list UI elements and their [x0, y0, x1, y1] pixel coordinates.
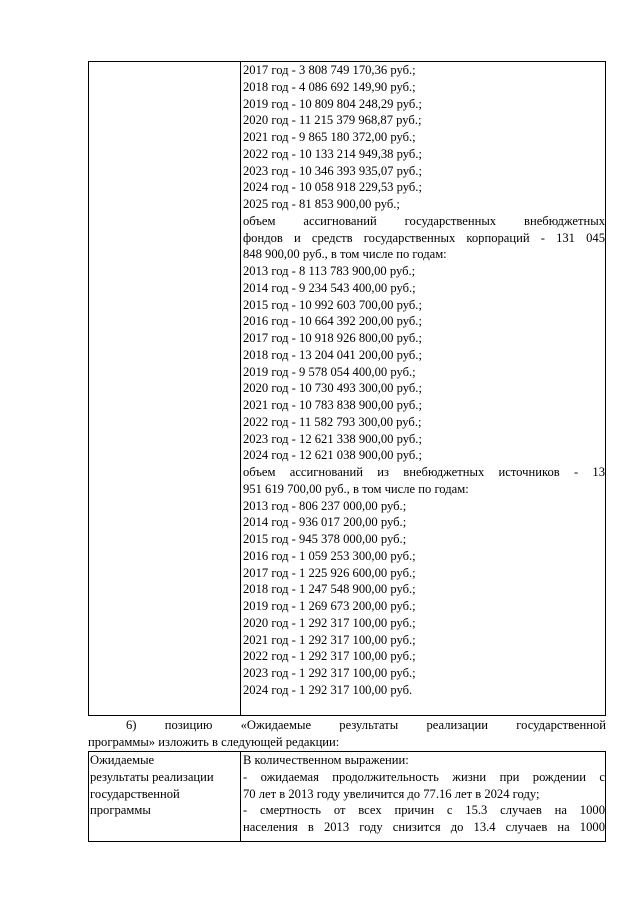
results-text-line: - ожидаемая продолжительность жизни при рождении с [243, 769, 605, 784]
funding-line: 2023 год - 1 292 317 100,00 руб.; [243, 666, 416, 680]
funding-line: 2022 год - 11 582 793 300,00 руб.; [243, 414, 422, 429]
funding-line: 2014 год - 936 017 200,00 руб.; [243, 515, 407, 530]
funding-list-b [243, 263, 605, 464]
funding-line: 2018 год - 1 247 548 900,00 руб.; [243, 582, 416, 597]
results-text-line: 70 лет в 2013 году увеличится до 77.16 лет в 2024 году; [243, 786, 540, 801]
results-text-line: - смертность от всех причин с 15.3 случаев на 1000 [243, 803, 605, 818]
instruction-line: программы» изложить в следующей редакции: [88, 734, 340, 749]
funding-line: 2014 год - 9 234 543 400,00 руб.; [243, 280, 416, 295]
results-label-line: Ожидаемые [90, 753, 155, 767]
funding-table-value-cell [242, 62, 605, 715]
funding-line: 2020 год - 11 215 379 968,87 руб.; [243, 113, 422, 128]
funding-line: 2020 год - 10 730 493 300,00 руб.; [243, 381, 422, 396]
results-label-line: программы [90, 803, 151, 818]
extrabudget-intro-line: 951 619 700,00 руб., в том числе по годам: [243, 481, 469, 496]
funding-line: 2015 год - 945 378 000,00 руб.; [243, 532, 407, 546]
funding-list-c [243, 498, 605, 699]
extrabudget-intro-line: объем ассигнований из внебюджетных источников - 13 [243, 465, 605, 479]
funding-line: 2025 год - 81 853 900,00 руб.; [243, 197, 400, 211]
funding-line: 2021 год - 9 865 180 372,00 руб.; [243, 130, 416, 144]
offbudget-intro-line: фондов и средств государственных корпораций - 131 045 [243, 230, 605, 245]
funding-line: 2013 год - 8 113 783 900,00 руб.; [243, 264, 416, 278]
offbudget-intro-line: объем ассигнований государственных внебюджетных [243, 213, 605, 228]
funding-line: 2024 год - 10 058 918 229,53 руб.; [243, 180, 422, 195]
expected-results-label-cell [89, 752, 241, 841]
offbudget-intro-line: 848 900,00 руб., в том числе по годам: [243, 247, 447, 262]
offbudget-intro [243, 213, 605, 263]
funding-line: 2019 год - 9 578 054 400,00 руб.; [243, 364, 416, 379]
funding-line: 2021 год - 10 783 838 900,00 руб.; [243, 398, 422, 412]
funding-line: 2022 год - 1 292 317 100,00 руб.; [243, 649, 416, 664]
results-label-line: государственной [90, 786, 180, 801]
results-label-line: результаты реализации [90, 769, 214, 784]
funding-line: 2021 год - 1 292 317 100,00 руб.; [243, 632, 416, 647]
funding-line: 2023 год - 10 346 393 935,07 руб.; [243, 163, 422, 178]
funding-line: 2018 год - 4 086 692 149,90 руб.; [243, 79, 416, 94]
funding-line: 2020 год - 1 292 317 100,00 руб.; [243, 615, 416, 630]
funding-line: 2017 год - 3 808 749 170,36 руб.; [243, 63, 416, 77]
funding-line: 2023 год - 12 621 338 900,00 руб.; [243, 431, 422, 446]
funding-line: 2016 год - 10 664 392 200,00 руб.; [243, 314, 422, 329]
funding-table-label-cell [89, 62, 241, 715]
funding-table [88, 61, 606, 716]
funding-line: 2019 год - 10 809 804 248,29 руб.; [243, 96, 422, 111]
funding-line: 2016 год - 1 059 253 300,00 руб.; [243, 548, 416, 563]
funding-line: 2024 год - 12 621 038 900,00 руб.; [243, 448, 422, 463]
funding-line: 2015 год - 10 992 603 700,00 руб.; [243, 297, 422, 312]
funding-line: 2017 год - 1 225 926 600,00 руб.; [243, 565, 416, 580]
funding-line: 2022 год - 10 133 214 949,38 руб.; [243, 146, 422, 161]
extrabudget-intro [243, 464, 605, 498]
results-text-line: населения в 2013 году снизится до 13.4 случаев на 1000 [243, 820, 605, 834]
expected-results-value-cell [242, 752, 605, 841]
funding-list-a [243, 62, 605, 213]
expected-results-table [88, 751, 606, 842]
funding-line: 2018 год - 13 204 041 200,00 руб.; [243, 347, 422, 362]
funding-line: 2024 год - 1 292 317 100,00 руб. [243, 682, 413, 697]
amendment-instruction [88, 717, 606, 751]
results-text-line: В количественном выражении: [243, 753, 409, 767]
funding-line: 2019 год - 1 269 673 200,00 руб.; [243, 599, 416, 613]
funding-line: 2013 год - 806 237 000,00 руб.; [243, 498, 407, 513]
funding-line: 2017 год - 10 918 926 800,00 руб.; [243, 331, 422, 345]
instruction-line: 6) позицию «Ожидаемые результаты реализации государственной [126, 718, 606, 732]
